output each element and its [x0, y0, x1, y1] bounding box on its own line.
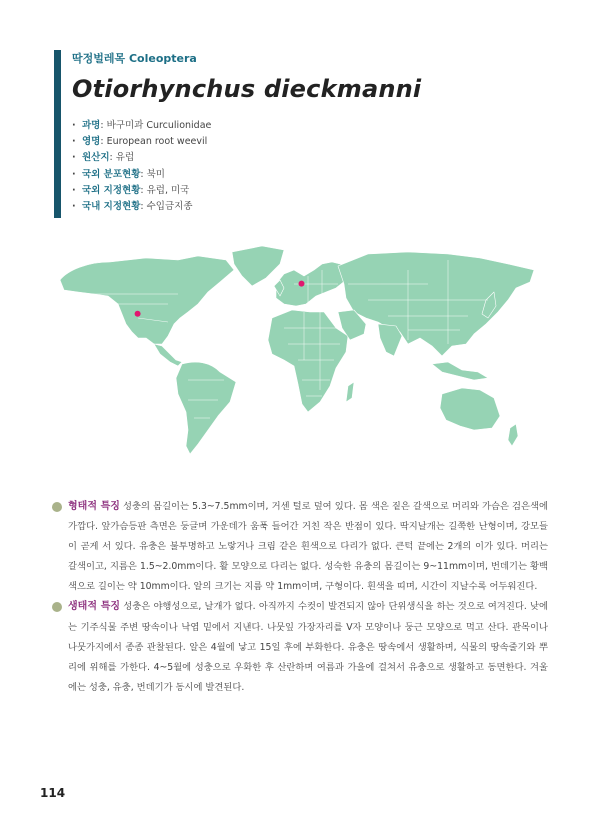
ecology-section — [52, 597, 548, 697]
south-america — [176, 362, 236, 454]
section-text: 성충의 몸길이는 5.3~7.5mm이며, 거센 털로 덮여 있다. 몸 색은 짙은 갈색으로 머리와 가슴은 검은색에 가깝다. 앞가슴등판 측면은 둥글며 가운데가 움푹 들어간 거친 작은 반점이 있다. 딱지날개는 길쭉한 난형이며, 강모들이 곧게 서 있다. 유충은 불투명하고 노랗거나 크림 같은 흰색으로 다리가 없다. 큰턱 끝에는 2개의 이가 있다. 머리는 갈색이고, 지름은 1.5~2.0mm이다. 활 모양으로 다리는 없다. 성숙한 유충의 몸길이는 9~11mm이며, 번데기는 황백색으로 길이는 약 10mm이다. 알의 크기는 지름 약 1mm이며, 구형이다. 흰색을 띠며, 시간이 지날수록 어두워진다. — [68, 501, 548, 593]
info-family: · 과명: 바구미과 Curculionidae — [72, 118, 211, 134]
section-heading: 생태적 특징 — [68, 601, 121, 613]
info-key: 원산지 — [82, 152, 110, 164]
africa — [268, 310, 348, 412]
distribution-marker-northern-europe — [299, 281, 305, 287]
info-key: 과명 — [82, 120, 101, 131]
section-heading: 형태적 특징 — [68, 501, 120, 512]
info-list — [72, 118, 211, 215]
section-bullet-icon — [52, 502, 62, 512]
info-value: 북미 — [146, 168, 165, 180]
species-title: Otiorhynchus dieckmanni — [72, 75, 422, 103]
info-foreign-designation: · 국외 지정현황: 유럽, 미국 — [72, 183, 211, 199]
new-zealand — [508, 424, 518, 446]
asia — [338, 252, 534, 356]
info-english-name: · 영명: European root weevil — [72, 134, 211, 150]
info-value: 유럽, 미국 — [146, 184, 190, 196]
north-america — [60, 256, 234, 344]
greenland — [232, 246, 284, 286]
info-origin: · 원산지: 유럽 — [72, 150, 211, 166]
australia — [440, 388, 500, 430]
info-key: 국내 지정현황 — [82, 201, 141, 213]
info-foreign-distribution: · 국외 분포현황: 북미 — [72, 167, 211, 183]
info-key: 국외 지정현황 — [82, 184, 141, 196]
madagascar — [346, 382, 354, 402]
info-domestic-designation: · 국내 지정현황: 수입금지종 — [72, 199, 211, 215]
indonesia — [432, 362, 488, 380]
distribution-marker-north-america — [135, 311, 141, 317]
page-number: 114 — [40, 786, 66, 800]
morphology-section — [52, 497, 548, 597]
info-value: 유럽 — [115, 152, 135, 164]
section-text: 성충은 야행성으로, 날개가 없다. 아직까지 수컷이 발견되지 않아 단위생식을 하는 것으로 여겨진다. 낮에는 기주식물 주변 땅속이나 낙엽 밑에서 지낸다. 나뭇잎 가장자리를 V자 모양이나 둥근 모양으로 먹고 산다. 관목이나 나뭇가지에서 종종 관찰된다. 알은 4월에 낳고 15일 후에 부화한다. 유충은 땅속에서 생활하며, 식물의 땅속줄기와 뿌리에 위해를 가한다. 4~5월에 성충으로 우화한 후 산란하며 여름과 가을에 걸쳐서 유충으로 생활하고 동면한다. 겨울에는 성충, 유충, 번데기가 동시에 발견된다. — [68, 601, 548, 693]
world-map — [48, 240, 544, 488]
description — [52, 497, 548, 698]
info-key: 영명 — [82, 136, 101, 148]
info-value: 바구미과 Curculionidae — [106, 120, 212, 131]
accent-bar — [54, 50, 61, 218]
info-value: 수입금지종 — [146, 201, 193, 213]
order-label: 딱정벌레목 Coleoptera — [72, 52, 197, 65]
info-key: 국외 분포현황 — [82, 168, 141, 180]
info-value: European root weevil — [106, 136, 208, 148]
section-bullet-icon — [52, 602, 62, 612]
central-america — [154, 344, 182, 366]
